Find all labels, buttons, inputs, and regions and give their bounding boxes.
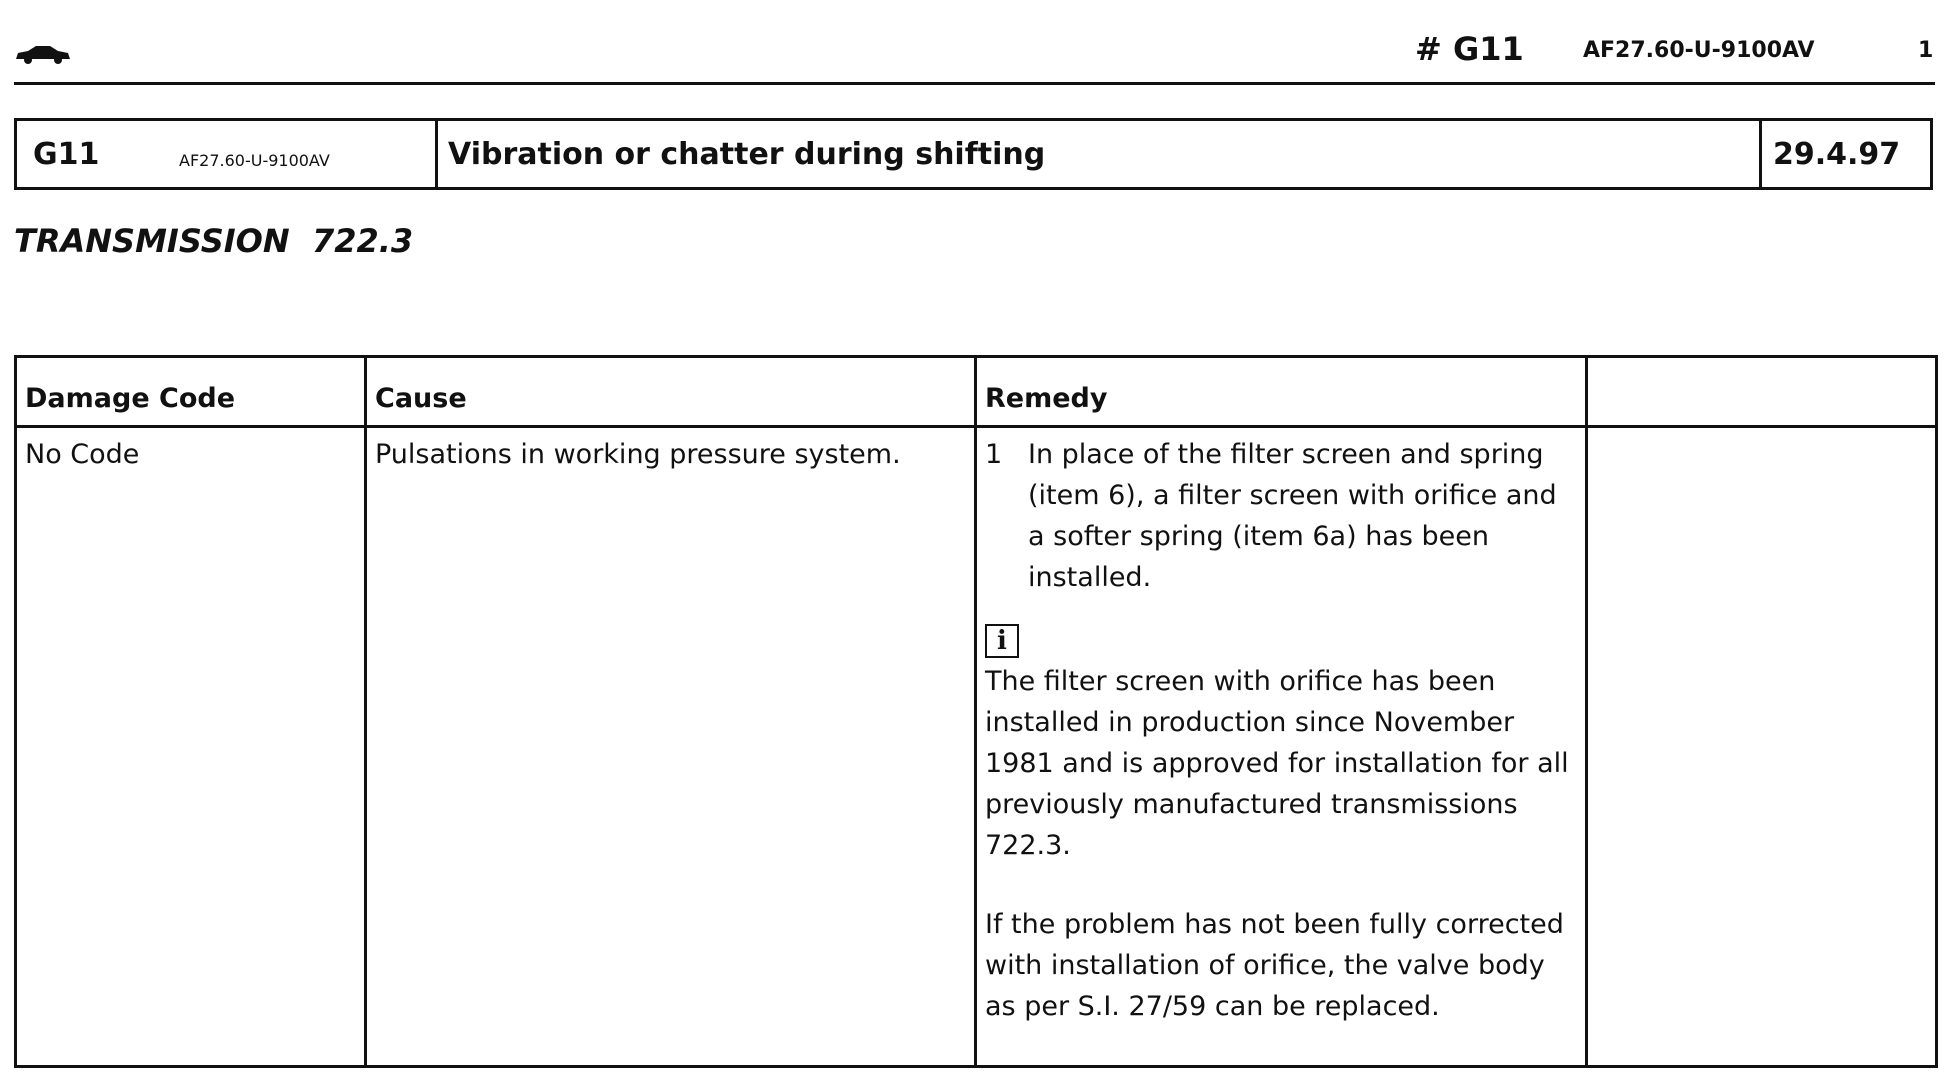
header-rule <box>14 82 1935 85</box>
title-code: G11 <box>33 137 100 172</box>
step-number: 1 <box>985 439 1003 470</box>
info-icon: i <box>985 624 1019 658</box>
empty-cell <box>1587 427 1937 1067</box>
header-code: # G11 <box>1415 30 1524 68</box>
step-text: In place of the filter screen and spring (item 6), a filter screen with orifice and a softer spring (item 6a) has been installed. <box>1028 439 1557 593</box>
column-header-cause: Cause <box>366 357 976 427</box>
document-title: Vibration or chatter during shifting <box>448 137 1046 172</box>
table-row <box>16 427 1937 1067</box>
title-box <box>14 118 1933 190</box>
damage-code-cell: No Code <box>16 427 366 1067</box>
page-number: 1 <box>1918 38 1934 63</box>
document-date: 29.4.97 <box>1773 137 1901 172</box>
divider <box>1759 121 1762 187</box>
transmission-subtitle: TRANSMISSION 722.3 <box>14 222 414 260</box>
column-header-empty <box>1587 357 1937 427</box>
note-text: If the problem has not been fully corrected with installation of orifice, the valve body as per S.I. 27/59 can be replaced. <box>985 909 1564 1022</box>
remedy-step <box>985 434 1577 598</box>
damage-table <box>14 355 1938 1068</box>
column-header-remedy: Remedy <box>976 357 1587 427</box>
column-header-damage-code: Damage Code <box>16 357 366 427</box>
title-reference: AF27.60-U-9100AV <box>179 151 330 170</box>
car-icon <box>14 44 72 64</box>
divider <box>435 121 438 187</box>
header-reference: AF27.60-U-9100AV <box>1583 38 1815 63</box>
cause-cell: Pulsations in working pressure system. <box>366 427 976 1067</box>
table-header-row <box>16 357 1937 427</box>
remedy-cell <box>976 427 1587 1067</box>
info-text: The filter screen with orifice has been installed in production since November 1981 and is approved for installation for all previously manufactured transmissions 722.3. <box>985 666 1569 861</box>
